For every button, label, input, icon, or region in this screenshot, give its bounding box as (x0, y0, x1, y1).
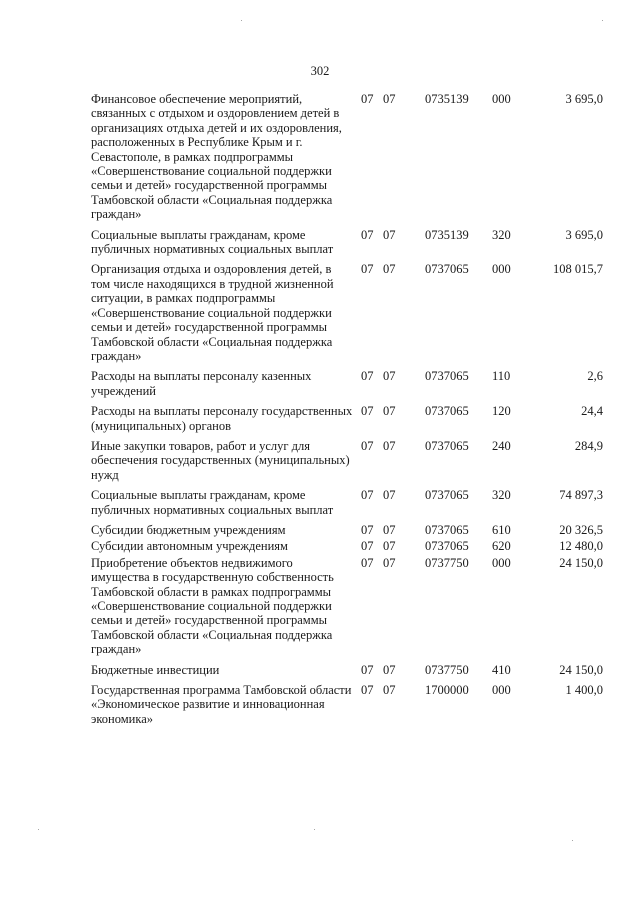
row-name: Бюджетные инвестиции (91, 662, 220, 677)
row-target-code: 0735139 (425, 227, 469, 242)
row-subsection: 07 (383, 683, 396, 698)
table-row (91, 262, 603, 369)
row-subsection: 07 (383, 227, 396, 242)
scan-speck (241, 20, 242, 21)
row-section: 07 (361, 662, 374, 677)
row-section: 07 (361, 227, 374, 242)
row-name: Финансовое обеспечение мероприятий, связанных с отдыхом и оздоровлением детей в организациях отдыха детей и их оздоровления, расположенных в Республике Крым и г. Севастополе, в рамках подпрограммы «Совершенствование социальной поддержки семьи и детей» государственной программы Тамбовской области «Социальная поддержка граждан» (91, 92, 342, 222)
row-target-code: 0737065 (425, 539, 469, 554)
row-amount: 12 480,0 (559, 539, 603, 554)
row-section: 07 (361, 539, 374, 554)
row-section: 07 (361, 488, 374, 503)
row-subsection: 07 (383, 404, 396, 419)
row-name: Организация отдыха и оздоровления детей, в том числе находящихся в трудной жизненной ситуации, в рамках подпрограммы «Совершенствование социальной поддержки семьи и детей» государственной программы Тамбовской области «Социальная поддержка граждан» (91, 262, 334, 363)
row-name: Иные закупки товаров, работ и услуг для обеспечения государственных (муниципальных) нужд (91, 438, 350, 482)
row-amount: 24 150,0 (559, 662, 603, 677)
row-target-code: 0735139 (425, 92, 469, 106)
table-row (91, 369, 603, 404)
row-amount: 2,6 (587, 369, 603, 384)
row-subsection: 07 (383, 539, 396, 554)
row-name: Субсидии бюджетным учреждениям (91, 522, 286, 537)
table-row (91, 683, 603, 732)
row-name: Социальные выплаты гражданам, кроме публичных нормативных социальных выплат (91, 488, 334, 517)
scan-speck (38, 829, 39, 830)
row-amount: 3 695,0 (565, 227, 603, 242)
row-name: Субсидии автономным учреждениям (91, 539, 288, 554)
row-amount: 24 150,0 (559, 555, 603, 570)
budget-table (91, 92, 603, 732)
table-row (91, 539, 603, 555)
row-expense-type: 410 (492, 662, 511, 677)
page-number: 302 (310, 64, 330, 78)
row-subsection: 07 (383, 438, 396, 453)
row-section: 07 (361, 404, 374, 419)
row-target-code: 0737750 (425, 555, 469, 570)
row-target-code: 1700000 (425, 683, 469, 698)
table-row (91, 228, 603, 263)
row-target-code: 0737065 (425, 522, 469, 537)
row-subsection: 07 (383, 555, 396, 570)
row-section: 07 (361, 92, 374, 106)
row-amount: 3 695,0 (565, 92, 603, 106)
row-subsection: 07 (383, 522, 396, 537)
table-row (91, 439, 603, 488)
row-name: Расходы на выплаты персоналу государственных (муниципальных) органов (91, 404, 353, 433)
row-name: Приобретение объектов недвижимого имущества в государственную собственность Тамбовской области в рамках подпрограммы «Совершенствование социальной поддержки семьи и детей» государственной программы Тамбовской области «Социальная поддержка граждан» (91, 555, 334, 657)
row-subsection: 07 (383, 488, 396, 503)
row-subsection: 07 (383, 262, 396, 277)
row-section: 07 (361, 262, 374, 277)
row-expense-type: 000 (492, 555, 511, 570)
row-expense-type: 320 (492, 227, 511, 242)
row-target-code: 0737065 (425, 404, 469, 419)
table-row (91, 488, 603, 523)
row-name: Государственная программа Тамбовской области «Экономическое развитие и инновационная экономика» (91, 683, 352, 726)
row-subsection: 07 (383, 369, 396, 384)
row-section: 07 (361, 369, 374, 384)
scan-speck (602, 20, 603, 21)
row-expense-type: 620 (492, 539, 511, 554)
row-expense-type: 240 (492, 438, 511, 453)
row-expense-type: 610 (492, 522, 511, 537)
row-expense-type: 320 (492, 488, 511, 503)
row-amount: 1 400,0 (565, 683, 603, 698)
row-section: 07 (361, 522, 374, 537)
row-amount: 284,9 (574, 438, 603, 453)
scan-speck (572, 840, 573, 841)
row-expense-type: 000 (492, 262, 511, 277)
row-expense-type: 120 (492, 404, 511, 419)
row-section: 07 (361, 683, 374, 698)
row-amount: 108 015,7 (553, 262, 603, 277)
table-row (91, 404, 603, 439)
row-section: 07 (361, 438, 374, 453)
row-expense-type: 000 (492, 683, 511, 698)
table-row (91, 663, 603, 683)
row-expense-type: 110 (492, 369, 511, 384)
row-amount: 24,4 (581, 404, 603, 419)
row-section: 07 (361, 555, 374, 570)
table-row (91, 92, 603, 228)
row-target-code: 0737750 (425, 662, 469, 677)
table-row (91, 523, 603, 539)
row-target-code: 0737065 (425, 438, 469, 453)
row-target-code: 0737065 (425, 369, 469, 384)
row-subsection: 07 (383, 92, 396, 106)
row-amount: 74 897,3 (559, 488, 603, 503)
row-target-code: 0737065 (425, 262, 469, 277)
row-expense-type: 000 (492, 92, 511, 106)
row-target-code: 0737065 (425, 488, 469, 503)
row-name: Социальные выплаты гражданам, кроме публичных нормативных социальных выплат (91, 227, 334, 257)
row-amount: 20 326,5 (559, 522, 603, 537)
scan-speck (314, 829, 315, 830)
table-row (91, 556, 603, 663)
row-subsection: 07 (383, 662, 396, 677)
row-name: Расходы на выплаты персоналу казенных учреждений (91, 369, 312, 398)
